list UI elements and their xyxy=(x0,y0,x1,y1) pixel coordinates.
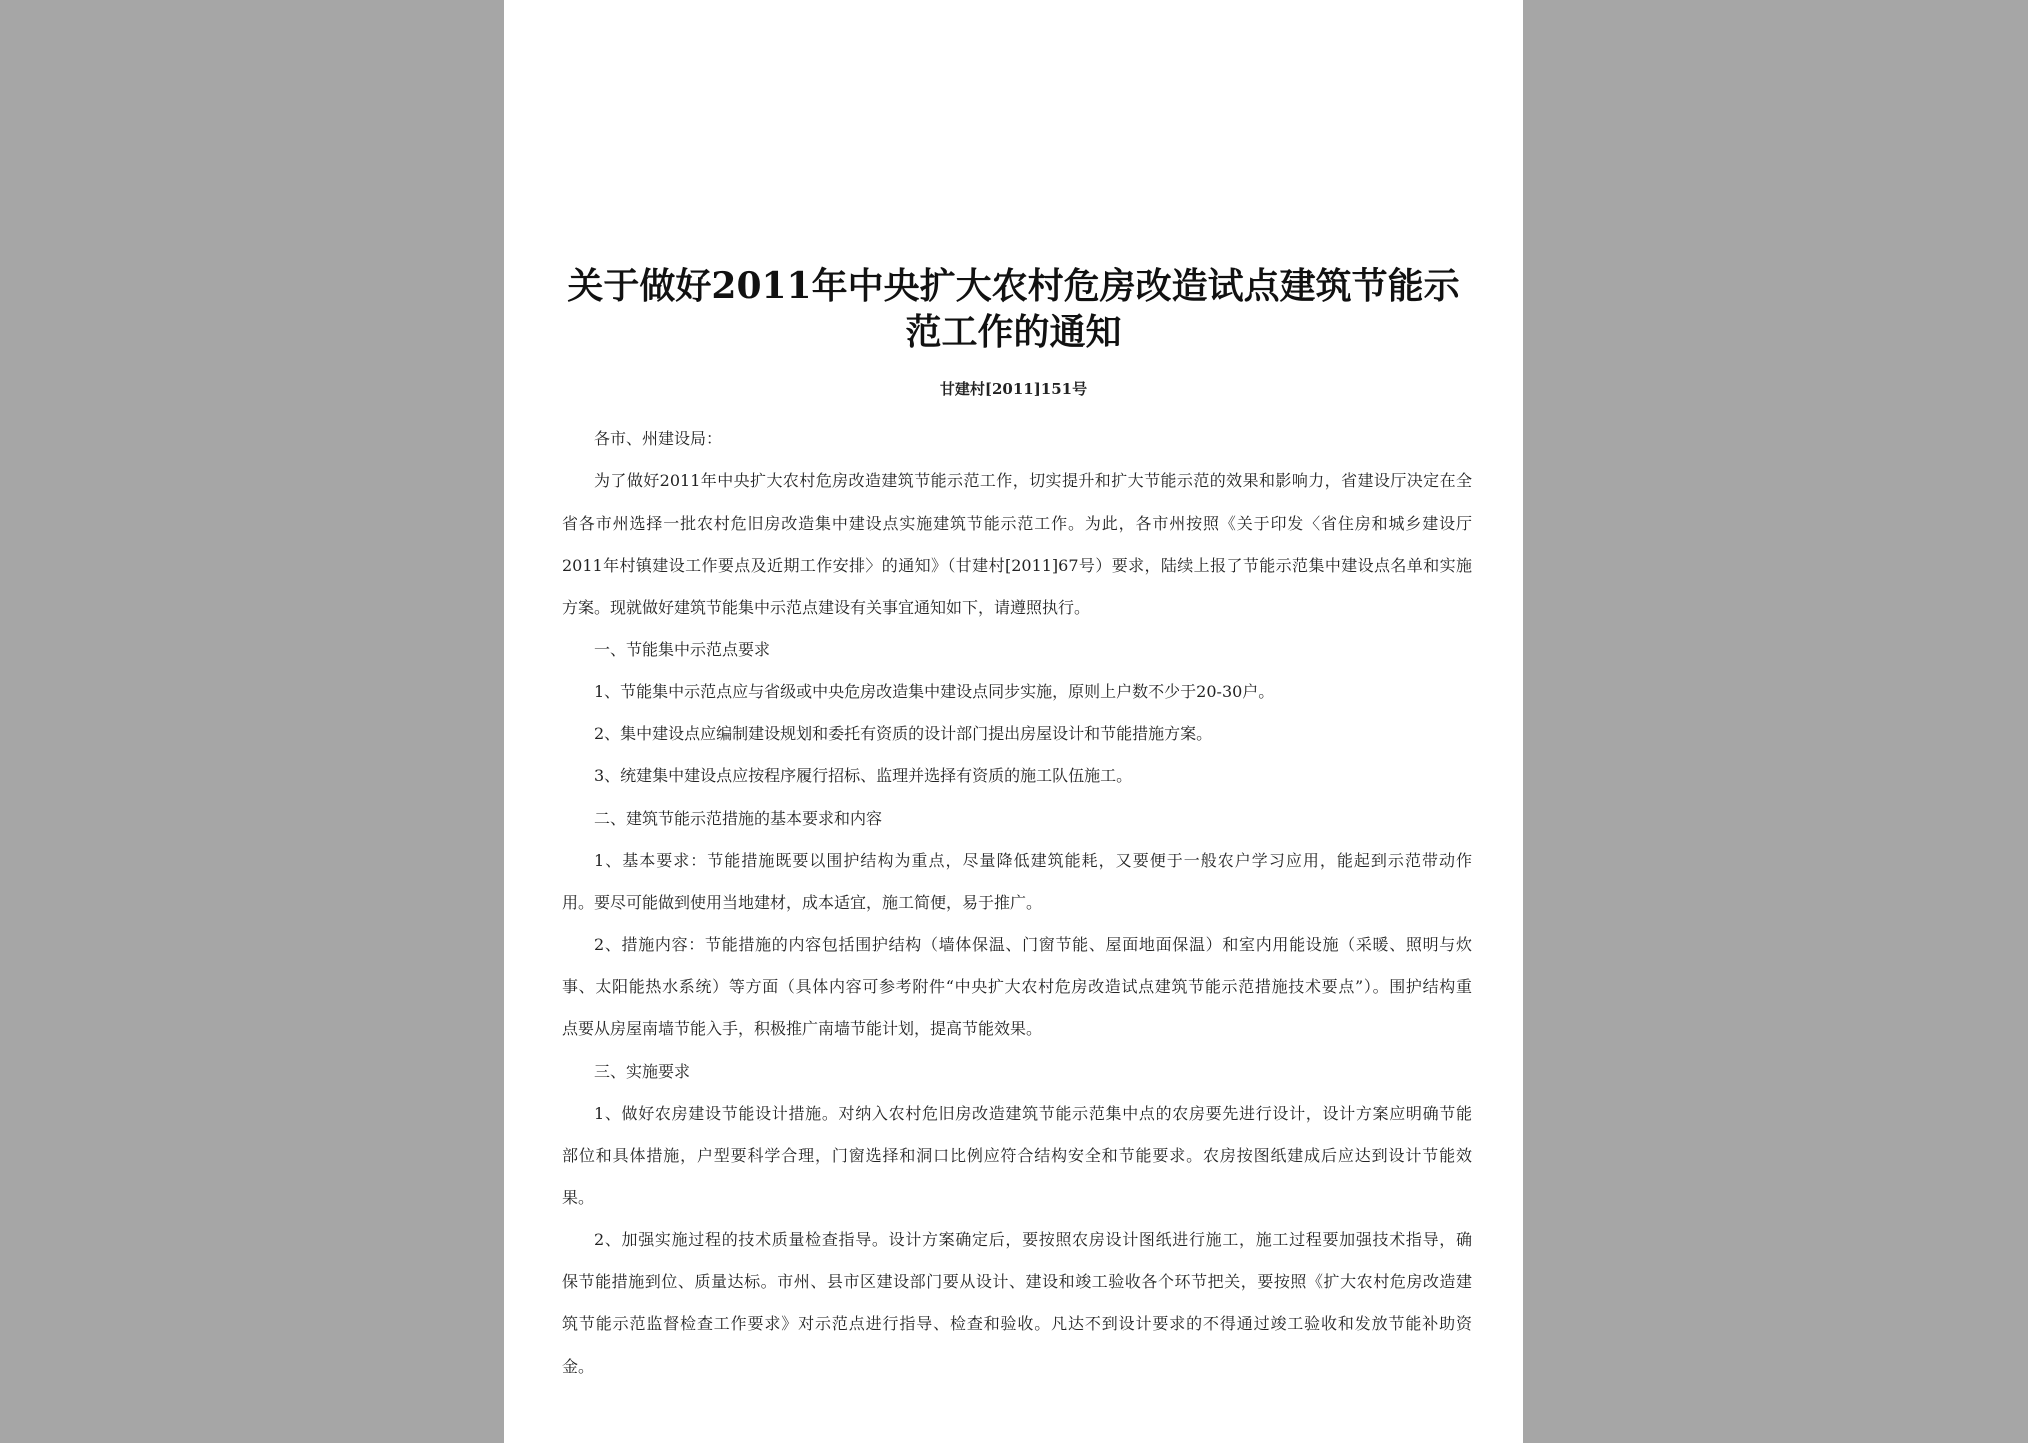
paragraph-line: 2、加强实施过程的技术质量检查指导。设计方案确定后，要按照农房设计图纸进行施工，施工过程要加强技术指导，确 xyxy=(594,1230,1472,1249)
paragraph-line: 事、太阳能热水系统）等方面（具体内容可参考附件“中央扩大农村危房改造试点建筑节能示范措施技术要点”）。围护结构重 xyxy=(562,977,1472,996)
paragraph-line: 筑节能示范监督检查工作要求》对示范点进行指导、检查和验收。凡达不到设计要求的不得通过竣工验收和发放节能补助资 xyxy=(562,1314,1472,1333)
paragraph-line: 点要从房屋南墙节能入手，积极推广南墙节能计划，提高节能效果。 xyxy=(562,1019,1043,1038)
paragraph-line: 3、统建集中建设点应按程序履行招标、监理并选择有资质的施工队伍施工。 xyxy=(594,766,1133,785)
paragraph-line: 2、措施内容：节能措施的内容包括围护结构（墙体保温、门窗节能、屋面地面保温）和室内用能设施（采暖、照明与炊 xyxy=(594,935,1472,954)
paragraph-line: 2011年村镇建设工作要点及近期工作安排〉的通知》（甘建村[2011]67号）要求，陆续上报了节能示范集中建设点名单和实施 xyxy=(562,556,1472,575)
document-number: 甘建村[2011]151号 xyxy=(939,380,1088,398)
paragraph-line: 1、做好农房建设节能设计措施。对纳入农村危旧房改造建筑节能示范集中点的农房要先进行设计，设计方案应明确节能 xyxy=(594,1104,1472,1123)
paragraph-line: 果。 xyxy=(562,1188,595,1207)
section-heading: 三、实施要求 xyxy=(594,1062,691,1081)
document-title-line-2: 范工作的通知 xyxy=(905,311,1122,353)
paragraph-line: 部位和具体措施，户型要科学合理，门窗选择和洞口比例应符合结构安全和节能要求。农房按图纸建成后应达到设计节能效 xyxy=(562,1146,1472,1165)
paragraph-line: 保节能措施到位、质量达标。市州、县市区建设部门要从设计、建设和竣工验收各个环节把关，要按照《扩大农村危房改造建 xyxy=(562,1272,1472,1291)
paragraph-line: 2、集中建设点应编制建设规划和委托有资质的设计部门提出房屋设计和节能措施方案。 xyxy=(594,724,1213,743)
salutation: 各市、州建设局： xyxy=(594,429,723,448)
document-title-line-1: 关于做好2011年中央扩大农村危房改造试点建筑节能示 xyxy=(567,265,1460,307)
paragraph-line: 金。 xyxy=(562,1357,595,1376)
section-heading: 二、建筑节能示范措施的基本要求和内容 xyxy=(594,809,883,828)
section-heading: 一、节能集中示范点要求 xyxy=(594,640,771,659)
paragraph-line: 1、节能集中示范点应与省级或中央危房改造集中建设点同步实施，原则上户数不少于20-30户。 xyxy=(594,682,1275,701)
paragraph-line: 省各市州选择一批农村危旧房改造集中建设点实施建筑节能示范工作。为此，各市州按照《关于印发〈省住房和城乡建设厅 xyxy=(562,514,1472,533)
paragraph-line: 用。要尽可能做到使用当地建材，成本适宜，施工简便，易于推广。 xyxy=(562,893,1043,912)
paragraph-line: 1、基本要求：节能措施既要以围护结构为重点，尽量降低建筑能耗，又要便于一般农户学习应用，能起到示范带动作 xyxy=(594,851,1472,870)
paragraph-line: 方案。现就做好建筑节能集中示范点建设有关事宜通知如下，请遵照执行。 xyxy=(562,598,1091,617)
paragraph-line: 为了做好2011年中央扩大农村危房改造建筑节能示范工作，切实提升和扩大节能示范的效果和影响力，省建设厅决定在全 xyxy=(594,471,1472,490)
document-page xyxy=(504,0,1523,1443)
